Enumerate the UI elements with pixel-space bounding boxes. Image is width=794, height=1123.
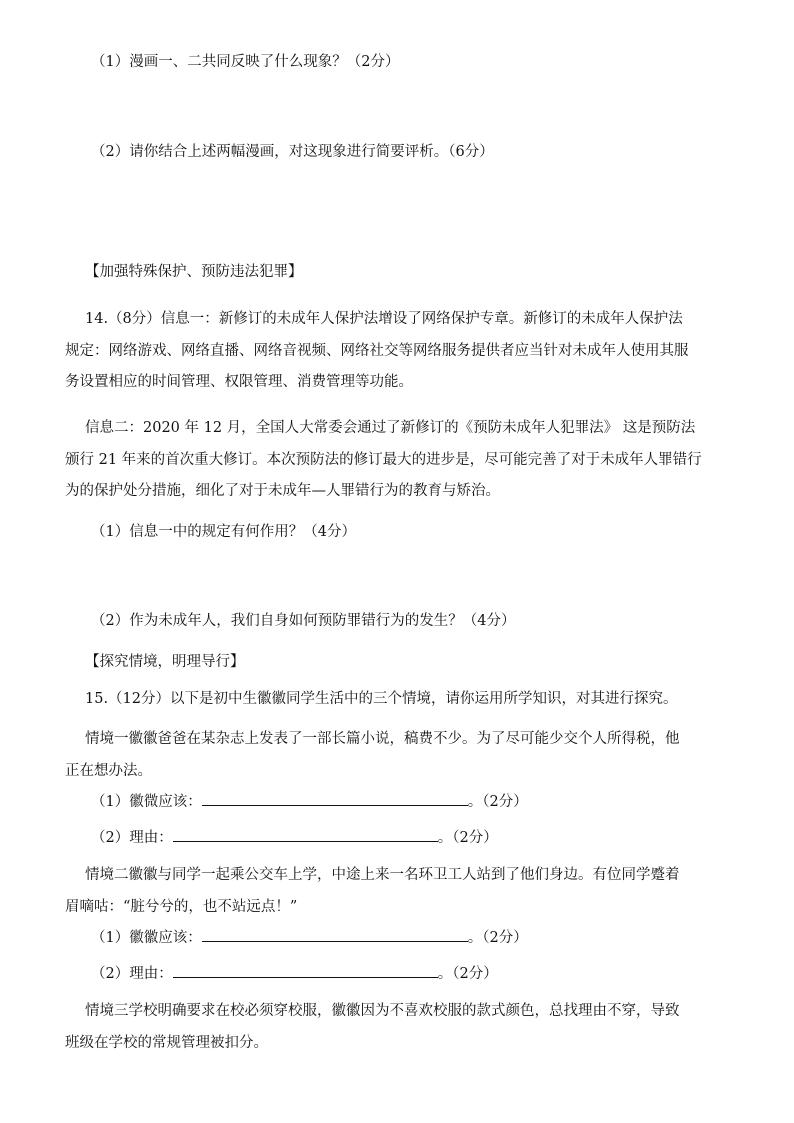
info2-line-3: 为的保护处分措施，细化了对于未成年—人罪错行为的教育与矫治。 <box>65 483 500 499</box>
scenario-1-line-1: 情境一徽徽爸爸在某杂志上发表了一部长篇小说，稿费不少。为了尽可能少交个人所得税，他 <box>85 731 680 747</box>
info2-line-1: 信息二：2020 年 12 月，全国人大常委会通过了新修订的《预防未成年人犯罪法》 这是预防法 <box>85 420 696 436</box>
q14-sub-1: （1）信息一中的规定有何作用？（4分） <box>91 524 356 540</box>
scenario-1-answer-2 <box>91 826 498 848</box>
answer-prefix: （2）理由： <box>91 966 173 982</box>
scenario-2-answer-2 <box>91 962 498 984</box>
q14-sub-2: （2）作为未成年人，我们自身如何预防罪错行为的发生？（4分） <box>91 613 516 629</box>
question-2: （2）请你结合上述两幅漫画，对这现象进行简要评析。（6分） <box>91 144 494 160</box>
answer-suffix: 。（2分） <box>467 794 528 810</box>
answer-suffix: 。（2分） <box>467 930 528 946</box>
info2-line-2: 颁行 21 年来的首次重大修订。本次预防法的修订最大的进步是，尽可能完善了对于未成年人罪错行 <box>65 452 702 468</box>
section-heading-protection: 【加强特殊保护、预防违法犯罪】 <box>85 264 303 280</box>
answer-suffix: 。（2分） <box>437 830 498 846</box>
q15-intro: 15.（12分）以下是初中生徽徽同学生活中的三个情境，请你运用所学知识，对其进行探究。 <box>85 691 678 707</box>
q14-line-2: 规定：网络游戏、网络直播、网络音视频、网络社交等网络服务提供者应当针对未成年人使用其服 <box>65 343 689 359</box>
q14-line-3: 务设置相应的时间管理、权限管理、消费管理等功能。 <box>65 374 413 390</box>
answer-blank[interactable] <box>173 826 438 842</box>
answer-blank[interactable] <box>202 790 468 806</box>
answer-blank[interactable] <box>173 962 438 978</box>
scenario-2-answer-1 <box>91 926 528 948</box>
q14-line-1: 14.（8分）信息一：新修订的未成年人保护法增设了网络保护专章。新修订的未成年人保护法 <box>85 311 683 327</box>
answer-prefix: （2）理由： <box>91 830 173 846</box>
scenario-1-answer-1 <box>91 790 528 812</box>
question-1: （1）漫画一、二共同反映了什么现象？（2分） <box>91 54 400 70</box>
answer-suffix: 。（2分） <box>437 966 498 982</box>
scenario-2-line-1: 情境二徽徽与同学一起乘公交车上学，中途上来一名环卫工人站到了他们身边。有位同学蹙着 <box>85 867 680 883</box>
answer-prefix: （1）徽微应该： <box>91 794 202 810</box>
answer-prefix: （1）徽徽应该： <box>91 930 202 946</box>
scenario-3-line-2: 班级在学校的常规管理被扣分。 <box>65 1035 268 1051</box>
scenario-3-line-1: 情境三学校明确要求在校必须穿校服，徽徽因为不喜欢校服的款式颜色，总找理由不穿，导致 <box>85 1003 680 1019</box>
answer-blank[interactable] <box>202 926 468 942</box>
scenario-2-line-2: 眉嘀咕：“脏兮兮的，也不站远点！” <box>65 899 298 915</box>
section-heading-explore: 【探究情境，明理导行】 <box>85 654 245 670</box>
scenario-1-line-2: 正在想办法。 <box>65 763 152 779</box>
